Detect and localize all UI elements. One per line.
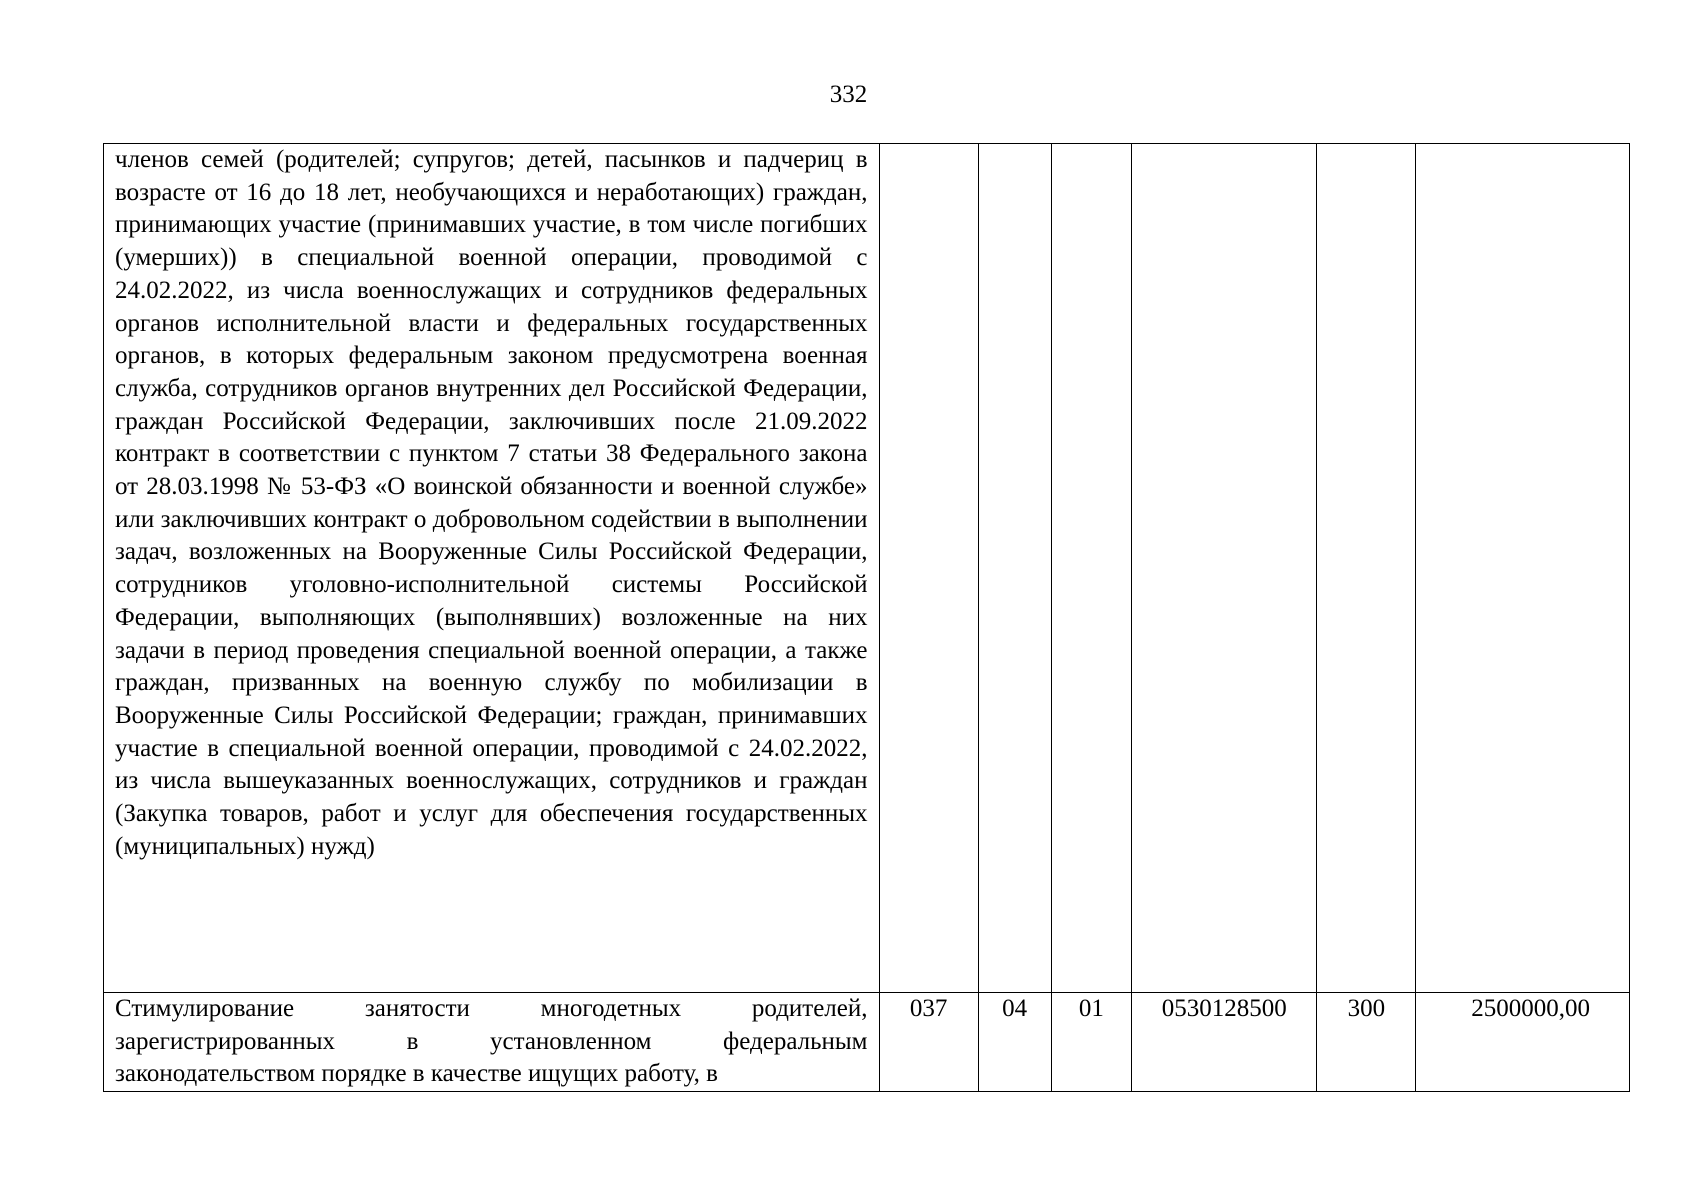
target-article-cell (1132, 144, 1317, 993)
ministry-code-cell (879, 144, 978, 993)
expense-type-cell (1317, 144, 1416, 993)
amount-cell: 2500000,00 (1416, 993, 1630, 1092)
target-article-cell: 0530128500 (1132, 993, 1317, 1092)
budget-table (103, 143, 1630, 1092)
description-text: членов семей (родителей; супругов; детей, пасынков и падчериц в возрасте от 16 до 18 лет, необучающихся и неработающих) граждан, принимающих участие (принимавших участие, в том числе погибших (умерших)) в специальной военной операции, проводимой с 24.02.2022, из числа военнослужащих и сотрудников федеральных органов исполнительной власти и федеральных государственных органов, в которых федеральным законом предусмотрена военная служба, сотрудников органов внутренних дел Российской Федерации, граждан Российской Федерации, заключивших после 21.09.2022 контракт в соответствии с пунктом 7 статьи 38 Федерального закона от 28.03.1998 № 53-ФЗ «О воинской обязанности и военной службе» или заключивших контракт о добровольном содействии в выполнении задач, возложенных на Вооруженные Силы Российской Федерации, сотрудников уголовно-исполнительной системы Российской Федерации, выполняющих (выполнявших) возложенные на них задачи в период проведения специальной военной операции, а также граждан, призванных на военную службу по мобилизации в Вооруженные Силы Российской Федерации; граждан, принимавших участие в специальной военной операции, проводимой с 24.02.2022, из числа вышеуказанных военнослужащих, сотрудников и граждан (Закупка товаров, работ и услуг для обеспечения государственных (муниципальных) нужд) (115, 146, 868, 860)
table-row (104, 144, 1630, 993)
ministry-code-cell: 037 (879, 993, 978, 1092)
section-code-cell: 04 (978, 993, 1051, 1092)
subsection-code-cell: 01 (1051, 993, 1132, 1092)
amount-cell (1416, 144, 1630, 993)
page-number: 332 (829, 81, 868, 108)
subsection-code-cell (1051, 144, 1132, 993)
table-row (104, 993, 1630, 1092)
expense-type-cell: 300 (1317, 993, 1416, 1092)
description-text: Стимулирование занятости многодетных родителей, зарегистрированных в установленном федеральным законодательством порядке в качестве ищущих работу, в (115, 995, 868, 1088)
description-cell (104, 993, 880, 1092)
section-code-cell (978, 144, 1051, 993)
description-cell (104, 144, 880, 993)
